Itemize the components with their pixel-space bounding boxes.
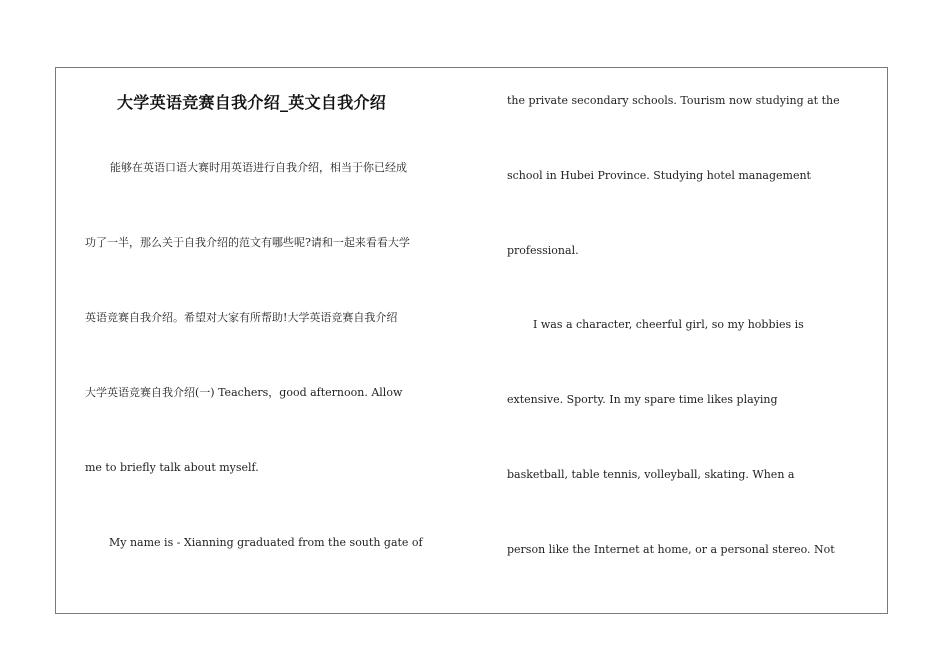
left-line-2: 功了一半，那么关于自我介绍的范文有哪些呢?请和一起来看看大学 (85, 236, 410, 249)
right-line-1: the private secondary schools. Tourism now studying at the (507, 94, 840, 107)
left-line-3: 英语竞赛自我介绍。希望对大家有所帮助!大学英语竞赛自我介绍 (85, 311, 398, 324)
right-line-4: I was a character, cheerful girl, so my hobbies is (533, 318, 804, 331)
right-line-6: basketball, table tennis, volleyball, skating. When a (507, 468, 795, 481)
left-line-4: 大学英语竞赛自我介绍(一) Teachers，good afternoon. Allow (85, 386, 403, 399)
left-line-5: me to briefly talk about myself. (85, 461, 259, 474)
right-line-7: person like the Internet at home, or a personal stereo. Not (507, 543, 835, 556)
right-line-2: school in Hubei Province. Studying hotel management (507, 169, 811, 182)
right-line-5: extensive. Sporty. In my spare time likes playing (507, 393, 778, 406)
page-frame (55, 67, 888, 614)
left-line-1: 能够在英语口语大赛时用英语进行自我介绍，相当于你已经成 (110, 161, 407, 174)
right-line-3: professional. (507, 244, 579, 257)
document-title: 大学英语竞赛自我介绍_英文自我介绍 (117, 93, 387, 112)
left-line-6: My name is - Xianning graduated from the south gate of (109, 536, 423, 549)
